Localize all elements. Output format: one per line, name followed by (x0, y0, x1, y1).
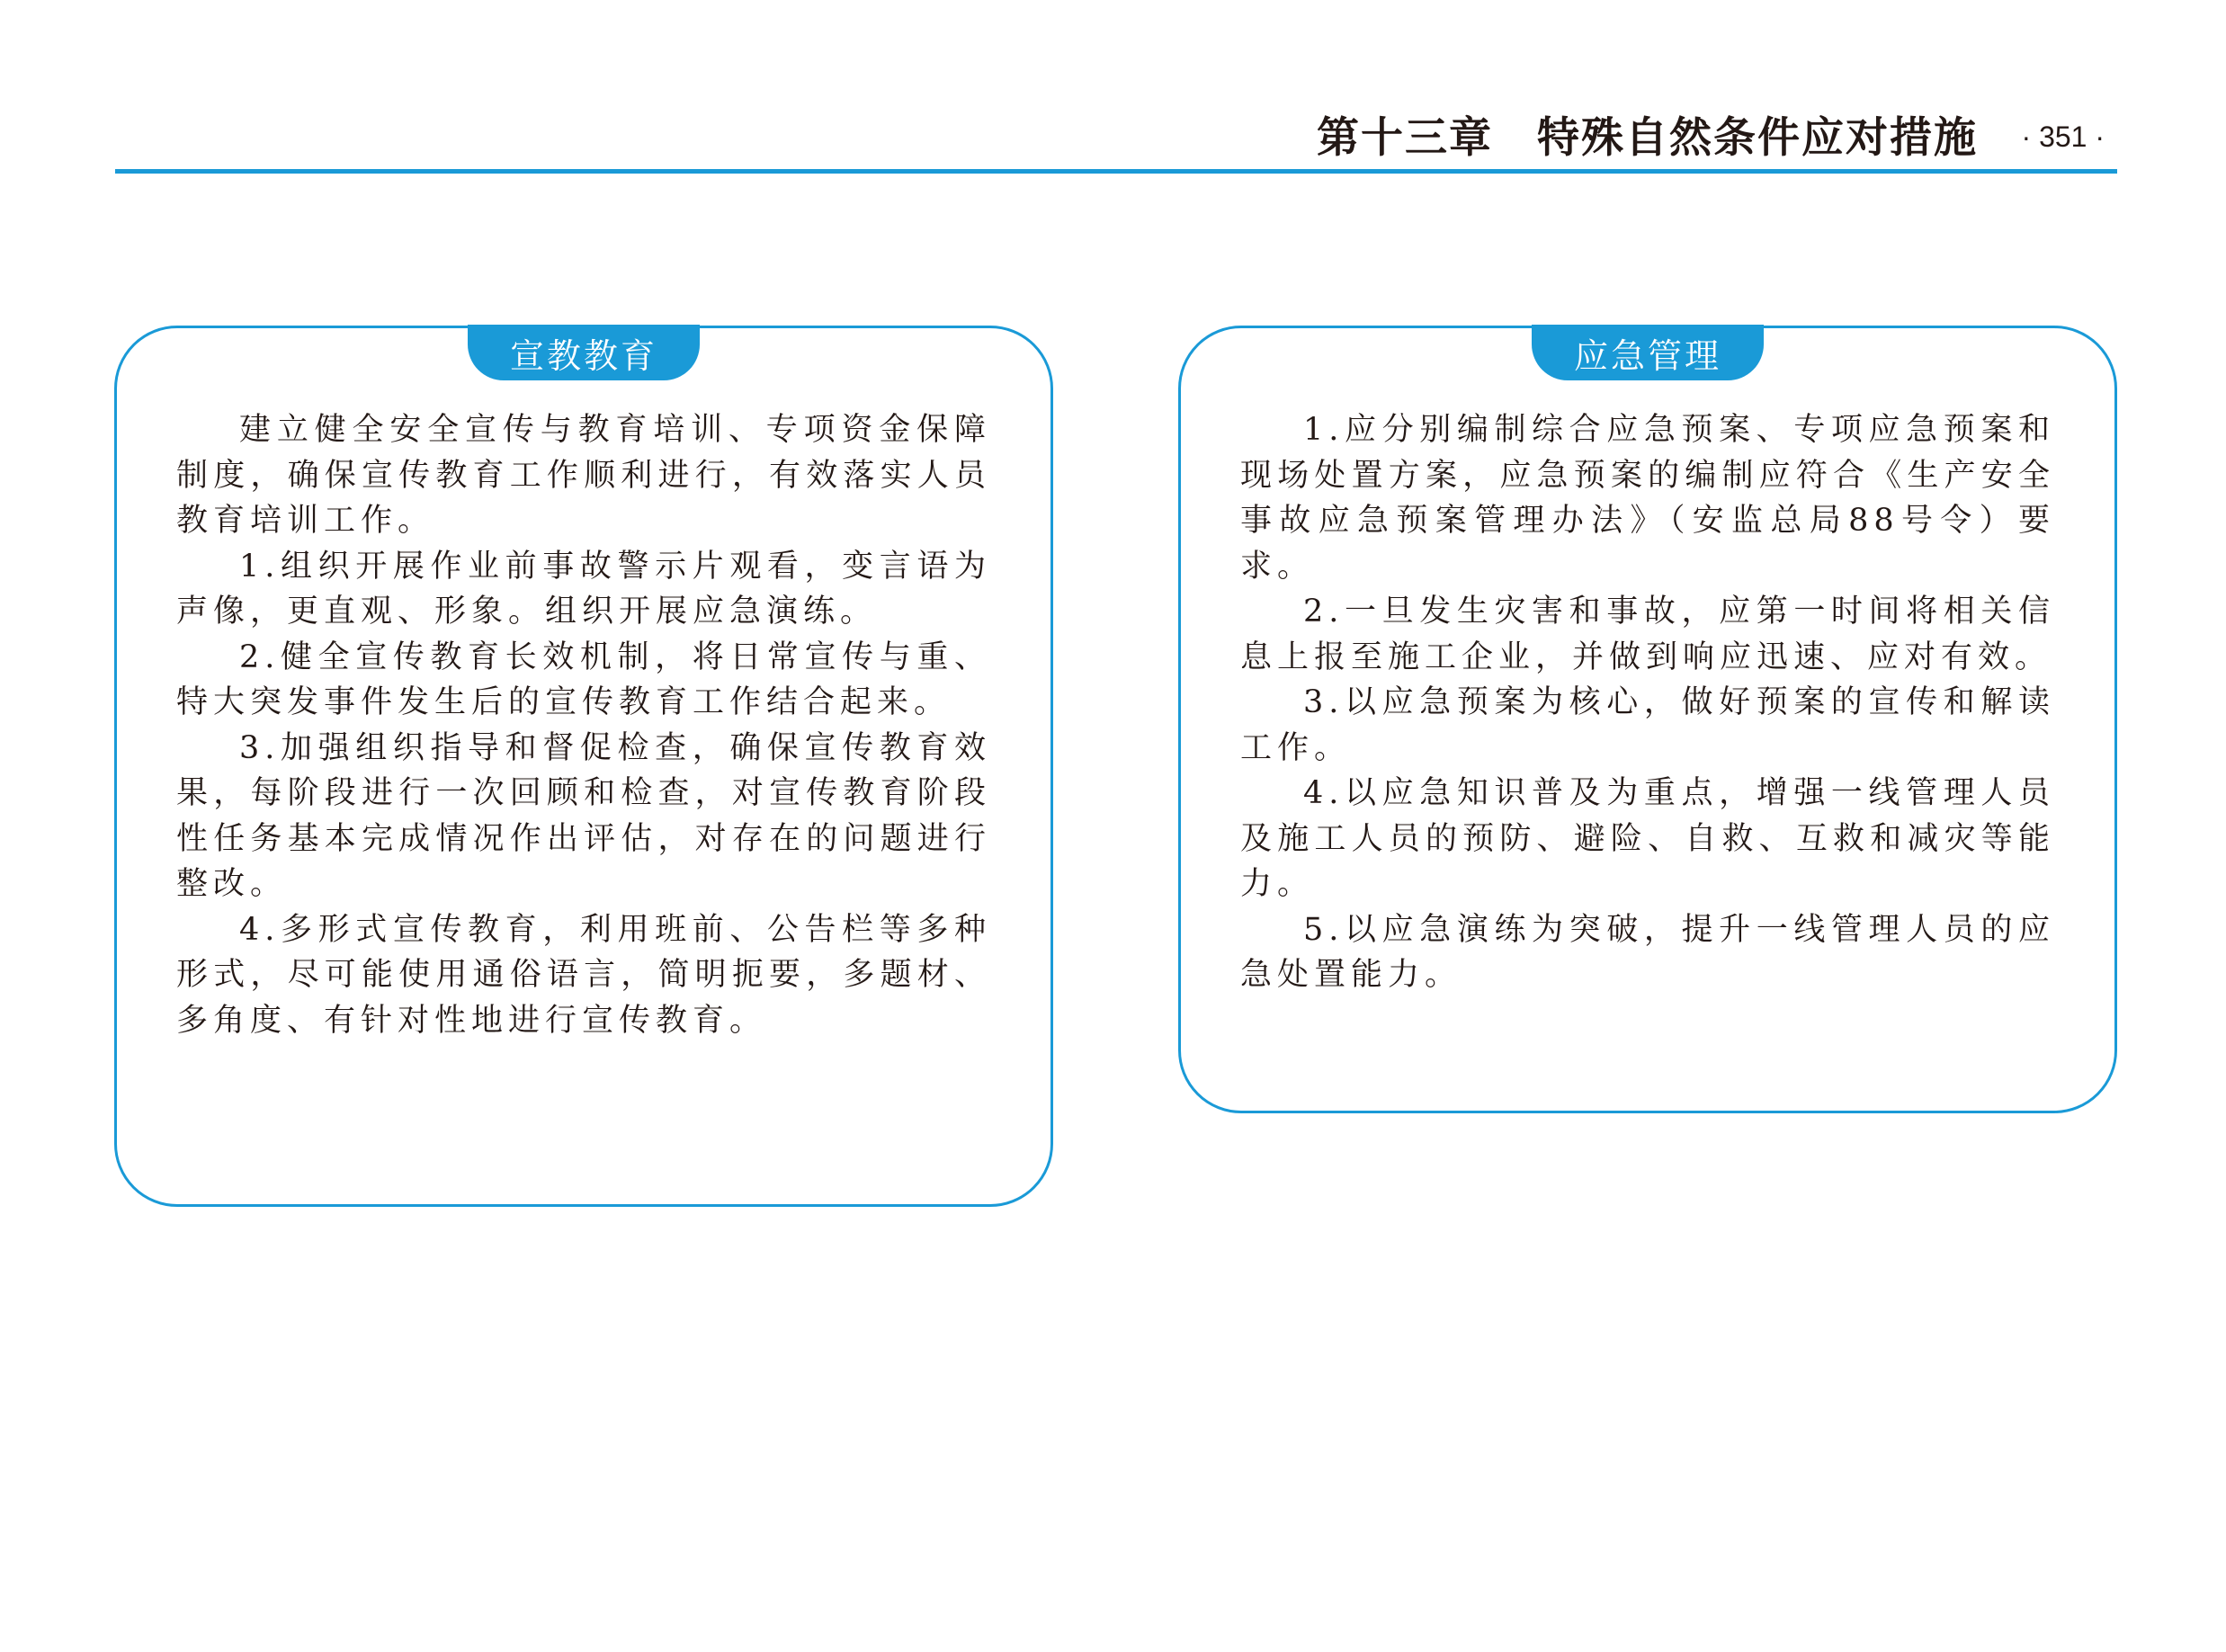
panel-title-publicity-education: 宣教教育 (468, 325, 700, 380)
paragraph: 3.以应急预案为核心，做好预案的宣传和解读工作。 (1240, 684, 2055, 766)
paragraph: 5.以应急演练为突破，提升一线管理人员的应急处置能力。 (1240, 911, 2055, 993)
page-header (115, 90, 2117, 173)
paragraph: 3.加强组织指导和督促检查，确保宣传教育效果，每阶段进行一次回顾和检查，对宣传教育阶段性任务基本完成情况作出评估，对存在的问题进行整改。 (176, 729, 991, 902)
page-number: · 351 · (2021, 121, 2105, 153)
paragraph: 2.一旦发生灾害和事故，应第一时间将相关信息上报至施工企业，并做到响应迅速、应对有效。 (1240, 594, 2055, 675)
emergency-management-panel (1178, 326, 2117, 1113)
panel-body (176, 407, 991, 1043)
header-divider (115, 169, 2117, 174)
paragraph: 4.以应急知识普及为重点，增强一线管理人员及施工人员的预防、避险、自救、互救和减灾等能力。 (1240, 775, 2055, 902)
paragraph: 1.应分别编制综合应急预案、专项应急预案和现场处置方案，应急预案的编制应符合《生产安全事故应急预案管理办法》（安监总局88号令）要求。 (1240, 412, 2055, 585)
publicity-education-panel (114, 326, 1053, 1207)
paragraph: 建立健全安全宣传与教育培训、专项资金保障制度，确保宣传教育工作顺利进行，有效落实人员教育培训工作。 (176, 412, 991, 539)
paragraph: 1.组织开展作业前事故警示片观看，变言语为声像，更直观、形象。组织开展应急演练。 (176, 548, 991, 630)
paragraph: 2.健全宣传教育长效机制，将日常宣传与重、特大突发事件发生后的宣传教育工作结合起来。 (176, 638, 991, 720)
panel-title-emergency-management: 应急管理 (1532, 325, 1764, 380)
paragraph: 4.多形式宣传教育，利用班前、公告栏等多种形式，尽可能使用通俗语言，简明扼要，多题材、多角度、有针对性地进行宣传教育。 (176, 911, 991, 1039)
panel-body (1240, 407, 2055, 998)
chapter-title: 第十三章 特殊自然条件应对措施 (1317, 113, 1978, 163)
